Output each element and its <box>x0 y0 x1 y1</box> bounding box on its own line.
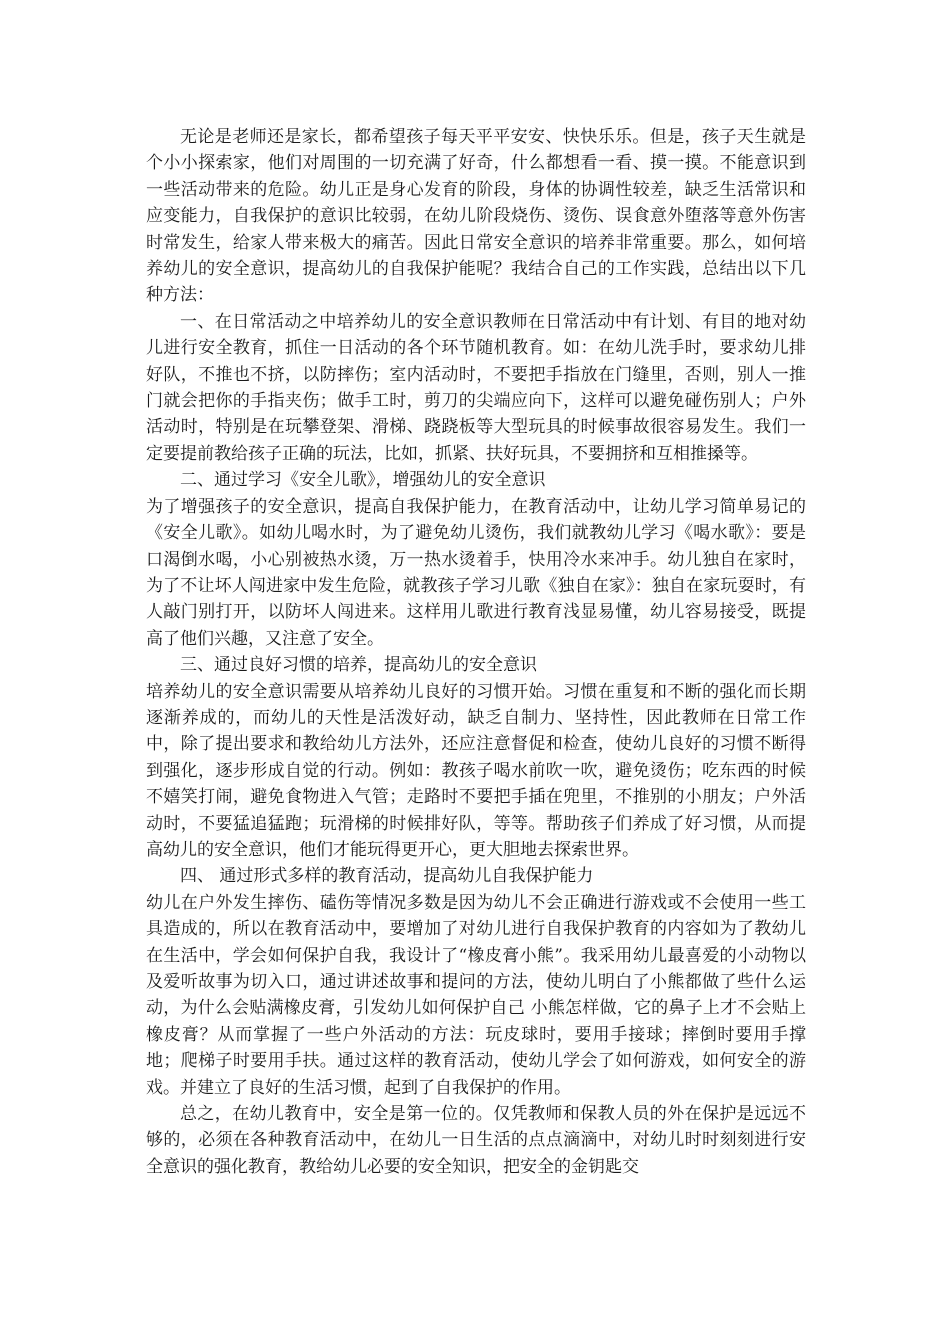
document-body <box>146 124 806 1180</box>
section-2-paragraph: 为了增强孩子的安全意识，提高自我保护能力，在教育活动中，让幼儿学习简单易记的《安全儿歌》。如幼儿喝水时，为了避免幼儿烫伤，我们就教幼儿学习《喝水歌》：要是口渴倒水喝，小心别被热水烫，万一热水烫着手，快用冷水来冲手。幼儿独自在家时，为了不让坏人闯进家中发生危险，就教孩子学习儿歌《独自在家》：独自在家玩耍时，有人敲门别打开，以防坏人闯进来。这样用儿歌进行教育浅显易懂，幼儿容易接受，既提高了他们兴趣，又注意了安全。 <box>146 496 806 649</box>
section-4-heading: 四、 通过形式多样的教育活动，提高幼儿自我保护能力 <box>180 866 594 887</box>
section-4-paragraph: 幼儿在户外发生摔伤、磕伤等情况多数是因为幼儿不会正确进行游戏或不会使用一些工具造成的，所以在教育活动中，要增加了对幼儿进行自我保护教育的内容如为了教幼儿在生活中，学会如何保护自我，我设计了“橡皮膏小熊”。我采用幼儿最喜爱的小动物以及爱听故事为切入口，通过讲述故事和提问的方法，使幼儿明白了小熊都做了些什么运动，为什么会贴满橡皮膏，引发幼儿如何保护自己 小熊怎样做，它的鼻子上才不会贴上橡皮膏？从而掌握了一些户外活动的方法：玩皮球时，要用手接球；摔倒时要用手撑地；爬梯子时要用手扶。通过这样的教育活动，使幼儿学会了如何游戏，如何安全的游戏。并建立了良好的生活习惯，起到了自我保护的作用。 <box>146 892 806 1098</box>
conclusion-paragraph: 总之，在幼儿教育中，安全是第一位的。仅凭教师和保教人员的外在保护是远远不够的，必须在各种教育活动中，在幼儿一日生活的点点滴滴中，对幼儿时时刻刻进行安全意识的强化教育，教给幼儿必要的安全知识，把安全的金钥匙交 <box>146 1104 806 1177</box>
intro-paragraph: 无论是老师还是家长，都希望孩子每天平平安安、快快乐乐。但是，孩子天生就是个小小探索家，他们对周围的一切充满了好奇，什么都想看一看、摸一摸。不能意识到一些活动带来的危险。幼儿正是身心发育的阶段，身体的协调性较差，缺乏生活常识和应变能力，自我保护的意识比较弱，在幼儿阶段烧伤、烫伤、误食意外堕落等意外伤害时常发生，给家人带来极大的痛苦。因此日常安全意识的培养非常重要。那么，如何培养幼儿的安全意识，提高幼儿的自我保护能呢？我结合自己的工作实践，总结出以下几种方法： <box>146 127 806 306</box>
section-2-heading: 二、通过学习《安全儿歌》，增强幼儿的安全意识 <box>180 470 546 491</box>
section-3-heading: 三、通过良好习惯的培养，提高幼儿的安全意识 <box>180 655 537 676</box>
section-3-paragraph: 培养幼儿的安全意识需要从培养幼儿良好的习惯开始。习惯在重复和不断的强化而长期逐渐养成的，而幼儿的天性是活泼好动，缺乏自制力、坚持性，因此教师在日常工作中，除了提出要求和教给幼儿方法外，还应注意督促和检查，使幼儿良好的习惯不断得到强化，逐步形成自觉的行动。例如：教孩子喝水前吹一吹，避免烫伤；吃东西的时候不嬉笑打闹，避免食物进入气管；走路时不要把手插在兜里，不推别的小朋友；户外活动时，不要猛追猛跑；玩滑梯的时候排好队，等等。帮助孩子们养成了好习惯，从而提高幼儿的安全意识，他们才能玩得更开心，更大胆地去探索世界。 <box>146 681 806 860</box>
section-1-paragraph: 一、在日常活动之中培养幼儿的安全意识教师在日常活动中有计划、有目的地对幼儿进行安全教育，抓住一日活动的各个环节随机教育。如：在幼儿洗手时，要求幼儿排好队，不推也不挤，以防摔伤；室内活动时，不要把手指放在门缝里，否则，别人一推门就会把你的手指夹伤；做手工时，剪刀的尖端应向下，这样可以避免碰伤别人；户外活动时，特别是在玩攀登架、滑梯、跷跷板等大型玩具的时候事故很容易发生。我们一定要提前教给孩子正确的玩法，比如，抓紧、扶好玩具，不要拥挤和互相推搡等。 <box>146 311 806 464</box>
